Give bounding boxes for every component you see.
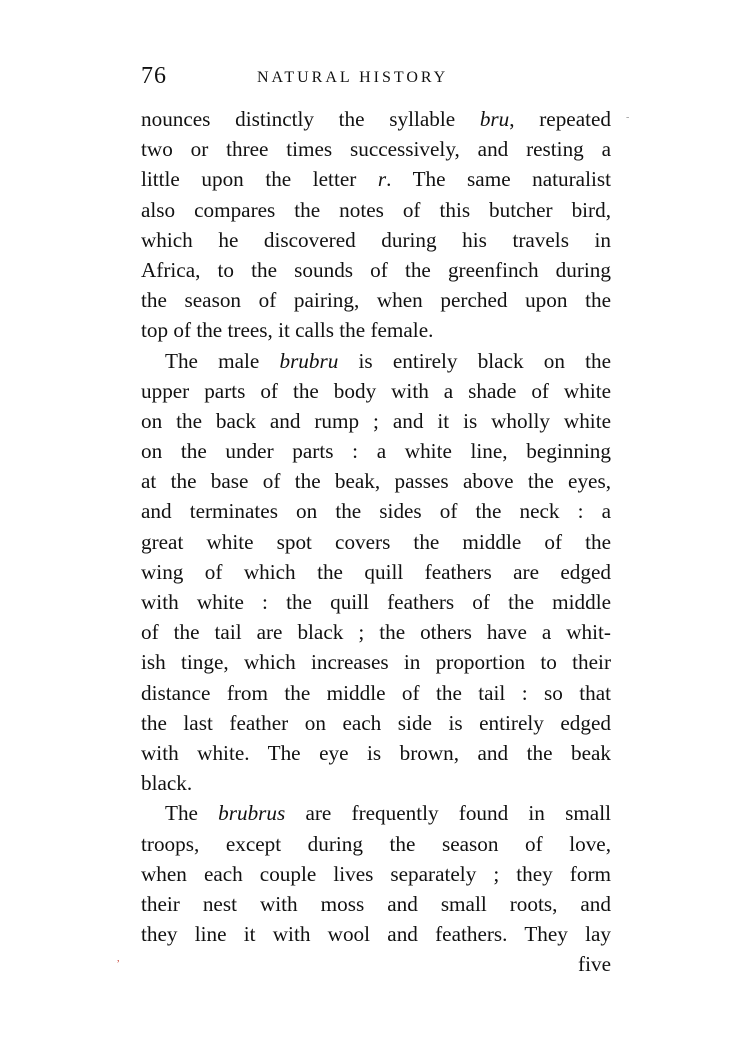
text-run: and terminates on the sides of the neck : a bbox=[141, 499, 611, 524]
text-line bbox=[141, 104, 611, 134]
text-line bbox=[141, 587, 611, 617]
text-run: little upon the letter bbox=[141, 167, 378, 192]
text-line bbox=[141, 919, 611, 949]
text-run: nounces distinctly the syllable bbox=[141, 107, 480, 131]
text-line bbox=[141, 134, 611, 164]
text-line bbox=[141, 829, 611, 859]
text-run: their nest with moss and small roots, and bbox=[141, 891, 611, 916]
text-run: of the tail are black ; the others have a whit- bbox=[141, 620, 611, 645]
text-run: wing of which the quill feathers are edged bbox=[141, 559, 611, 584]
text-run: with white. The eye is brown, and the beak bbox=[141, 740, 611, 765]
text-run: . The same naturalist bbox=[386, 167, 611, 192]
text-line bbox=[141, 617, 611, 647]
text-run: the last feather on each side is entirely edged bbox=[141, 710, 611, 735]
text-line bbox=[141, 798, 611, 828]
text-line bbox=[141, 285, 611, 315]
text-line bbox=[141, 195, 611, 225]
text-line bbox=[141, 527, 611, 557]
text-line bbox=[141, 678, 611, 708]
text-line bbox=[141, 708, 611, 738]
text-run: on the back and rump ; and it is wholly white bbox=[141, 408, 611, 433]
ink-speck: , bbox=[117, 953, 120, 964]
text-run: , repeated bbox=[509, 107, 611, 131]
italic-word: brubrus bbox=[218, 801, 286, 826]
text-run: they line it with wool and feathers. They lay bbox=[141, 922, 611, 947]
text-line bbox=[141, 376, 611, 406]
text-line bbox=[141, 406, 611, 436]
text-run: Africa, to the sounds of the greenfinch during bbox=[141, 257, 611, 282]
text-line bbox=[141, 647, 611, 677]
text-run: when each couple lives separately ; they form bbox=[141, 861, 611, 886]
text-line bbox=[141, 255, 611, 285]
text-line bbox=[141, 768, 611, 798]
text-run: is entirely black on the bbox=[338, 348, 611, 373]
text-run: distance from the middle of the tail : so that bbox=[141, 680, 611, 705]
text-run: ish tinge, which increases in proportion to their bbox=[141, 650, 611, 675]
text-run: are frequently found in small bbox=[285, 801, 611, 826]
catchword: five bbox=[578, 952, 611, 977]
text-run: upper parts of the body with a shade of white bbox=[141, 378, 611, 403]
page-header bbox=[141, 60, 611, 92]
body-text bbox=[141, 104, 611, 979]
paper-speck: - bbox=[626, 112, 630, 123]
text-run: top of the trees, it calls the female. bbox=[141, 318, 434, 343]
text-run: black. bbox=[141, 771, 193, 796]
paragraph bbox=[141, 798, 611, 949]
text-line bbox=[141, 738, 611, 768]
text-run: on the under parts : a white line, beginning bbox=[141, 439, 611, 464]
paragraph bbox=[141, 346, 611, 799]
text-line bbox=[141, 557, 611, 587]
text-line bbox=[141, 889, 611, 919]
text-run: also compares the notes of this butcher bird, bbox=[141, 197, 611, 222]
text-run: which he discovered during his travels in bbox=[141, 227, 611, 252]
text-line bbox=[141, 315, 611, 345]
text-line bbox=[141, 859, 611, 889]
text-run: at the base of the beak, passes above the eyes, bbox=[141, 469, 611, 494]
italic-word: r bbox=[377, 167, 387, 192]
text-line bbox=[141, 164, 611, 194]
text-run: The male bbox=[165, 348, 280, 373]
running-title: NATURAL HISTORY bbox=[257, 69, 449, 86]
italic-word: bru bbox=[479, 107, 510, 131]
text-run: two or three times successively, and resting a bbox=[141, 137, 611, 162]
text-run: the season of pairing, when perched upon the bbox=[141, 288, 611, 313]
text-run: The bbox=[165, 801, 219, 826]
text-line bbox=[141, 466, 611, 496]
page-number: 76 bbox=[141, 63, 167, 89]
text-line bbox=[141, 436, 611, 466]
text-line bbox=[141, 496, 611, 526]
italic-word: brubru bbox=[279, 348, 339, 373]
text-line bbox=[141, 346, 611, 376]
text-run: with white : the quill feathers of the middle bbox=[141, 590, 611, 614]
paragraph bbox=[141, 104, 611, 346]
text-run: troops, except during the season of love, bbox=[141, 831, 611, 856]
text-run: great white spot covers the middle of the bbox=[141, 529, 611, 554]
text-line bbox=[141, 225, 611, 255]
